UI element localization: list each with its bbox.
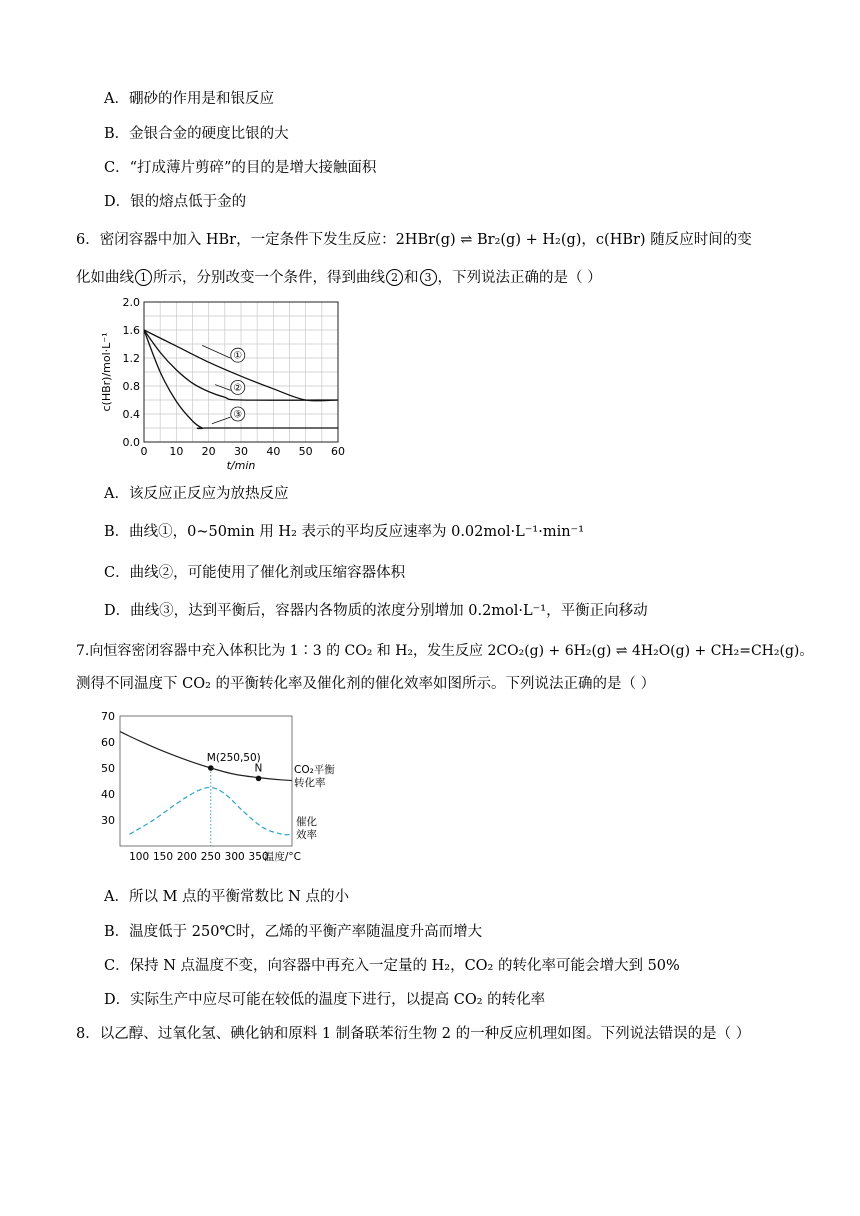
q5-option-c: C．“打成薄片剪碎”的目的是增大接触面积 — [104, 160, 377, 176]
co2-conversion-chart — [96, 706, 346, 876]
q6-text: ，下列说法正确的是（ ） — [437, 270, 602, 286]
y-tick-label: 70 — [101, 710, 115, 723]
leader-line — [212, 417, 231, 424]
plot-frame — [120, 716, 292, 846]
q7-stem-line2: 测得不同温度下 CO₂ 的平衡转化率及催化剂的催化效率如图所示。下列说法正确的是（ ） — [76, 676, 656, 692]
x-tick-label: 0 — [140, 445, 148, 458]
series-label-conversion: CO₂平衡 — [294, 764, 335, 777]
x-tick-label: 10 — [169, 445, 184, 458]
x-tick-label: 150 — [152, 851, 174, 863]
point-m-label: M(250,50) — [206, 752, 261, 764]
series-label: ② — [233, 382, 243, 394]
x-tick-label: 350 — [248, 851, 269, 863]
y-tick-label: 40 — [101, 788, 115, 801]
series-label-efficiency: 效率 — [296, 829, 317, 842]
x-axis-label: 温度/°C — [263, 851, 302, 863]
q6-option-c: C．曲线②，可能使用了催化剂或压缩容器体积 — [104, 565, 406, 581]
q6-stem-line2 — [76, 268, 602, 288]
q8-stem-line1: 8．以乙醇、过氧化氢、碘化钠和原料 1 制备联苯衍生物 2 的一种反应机理如图。下列说法错误的是（ ） — [76, 1026, 751, 1042]
y-tick-label: 1.2 — [122, 352, 140, 365]
q6-text: ，c(HBr) 随反应时间的变 — [581, 232, 752, 248]
q6-text: 和 — [404, 270, 419, 286]
q6-text: 所示，分别改变一个条件，得到曲线 — [153, 270, 385, 286]
q5-option-a: A．硼砂的作用是和银反应 — [104, 91, 274, 107]
q7-option-c: C．保持 N 点温度不变，向容器中再充入一定量的 H₂，CO₂ 的转化率可能会增大到 50% — [104, 958, 680, 974]
series-label: ③ — [233, 409, 243, 421]
q5-option-b: B．金银合金的硬度比银的大 — [104, 126, 289, 142]
q7-stem-line1: 7.向恒容密闭容器中充入体积比为 1∶3 的 CO₂ 和 H₂，发生反应 2CO₂(g) + 6H₂(g) ⇌ 4H₂O(g) + CH₂=CH₂(g)。 — [76, 643, 814, 659]
series-label-efficiency: 催化 — [296, 816, 317, 829]
q6-equation: 2HBr(g) ⇌ Br₂(g) + H₂(g) — [395, 232, 582, 248]
y-tick-label: 0.0 — [122, 436, 140, 449]
x-tick-label: 50 — [298, 445, 313, 458]
y-tick-label: 2.0 — [122, 296, 140, 309]
q6-stem-line1 — [76, 230, 752, 250]
q6-text: 6．密闭容器中加入 HBr，一定条件下发生反应： — [76, 232, 396, 248]
point-n — [256, 776, 262, 782]
point-m — [208, 765, 214, 771]
x-tick-label: 200 — [176, 851, 197, 863]
q7-option-a: A．所以 M 点的平衡常数比 N 点的小 — [104, 889, 349, 905]
y-axis-label: c(HBr)/mol·L⁻¹ — [100, 332, 113, 412]
q6-text: 化如曲线 — [76, 270, 134, 286]
x-tick-label: 40 — [266, 445, 281, 458]
hbr-concentration-chart — [96, 292, 356, 482]
circle-2-icon: 2 — [386, 269, 403, 286]
x-tick-label: 250 — [200, 851, 221, 863]
q7-option-d: D．实际生产中应尽可能在较低的温度下进行，以提高 CO₂ 的转化率 — [104, 992, 546, 1008]
circle-1-icon: 1 — [135, 269, 152, 286]
point-n-label: N — [254, 762, 263, 775]
y-tick-label: 0.4 — [122, 408, 140, 421]
x-tick-label: 60 — [331, 445, 345, 458]
leader-line — [215, 385, 231, 391]
x-tick-label: 100 — [129, 851, 150, 863]
q6-option-b: B．曲线①，0~50min 用 H₂ 表示的平均反应速率为 0.02mol·L⁻¹·min⁻¹ — [104, 524, 585, 540]
x-tick-label: 300 — [224, 851, 245, 863]
q5-option-d: D．银的熔点低于金的 — [104, 194, 247, 210]
x-tick-label: 30 — [234, 445, 248, 458]
series-label-conversion: 转化率 — [294, 777, 326, 790]
x-tick-label: 20 — [201, 445, 216, 458]
q7-option-b: B．温度低于 250℃时，乙烯的平衡产率随温度升高而增大 — [104, 924, 483, 940]
y-tick-label: 0.8 — [122, 380, 140, 393]
q6-option-d: D．曲线③，达到平衡后，容器内各物质的浓度分别增加 0.2mol·L⁻¹，平衡正向移动 — [104, 603, 648, 619]
y-tick-label: 50 — [101, 762, 115, 775]
leader-line — [202, 345, 231, 358]
q6-option-a: A．该反应正反应为放热反应 — [104, 486, 289, 502]
x-axis-label: t/min — [226, 459, 256, 472]
circle-3-icon: 3 — [420, 269, 437, 286]
series-label: ① — [233, 350, 243, 362]
y-tick-label: 30 — [101, 814, 115, 827]
y-tick-label: 60 — [101, 736, 115, 749]
y-tick-label: 1.6 — [122, 324, 140, 337]
